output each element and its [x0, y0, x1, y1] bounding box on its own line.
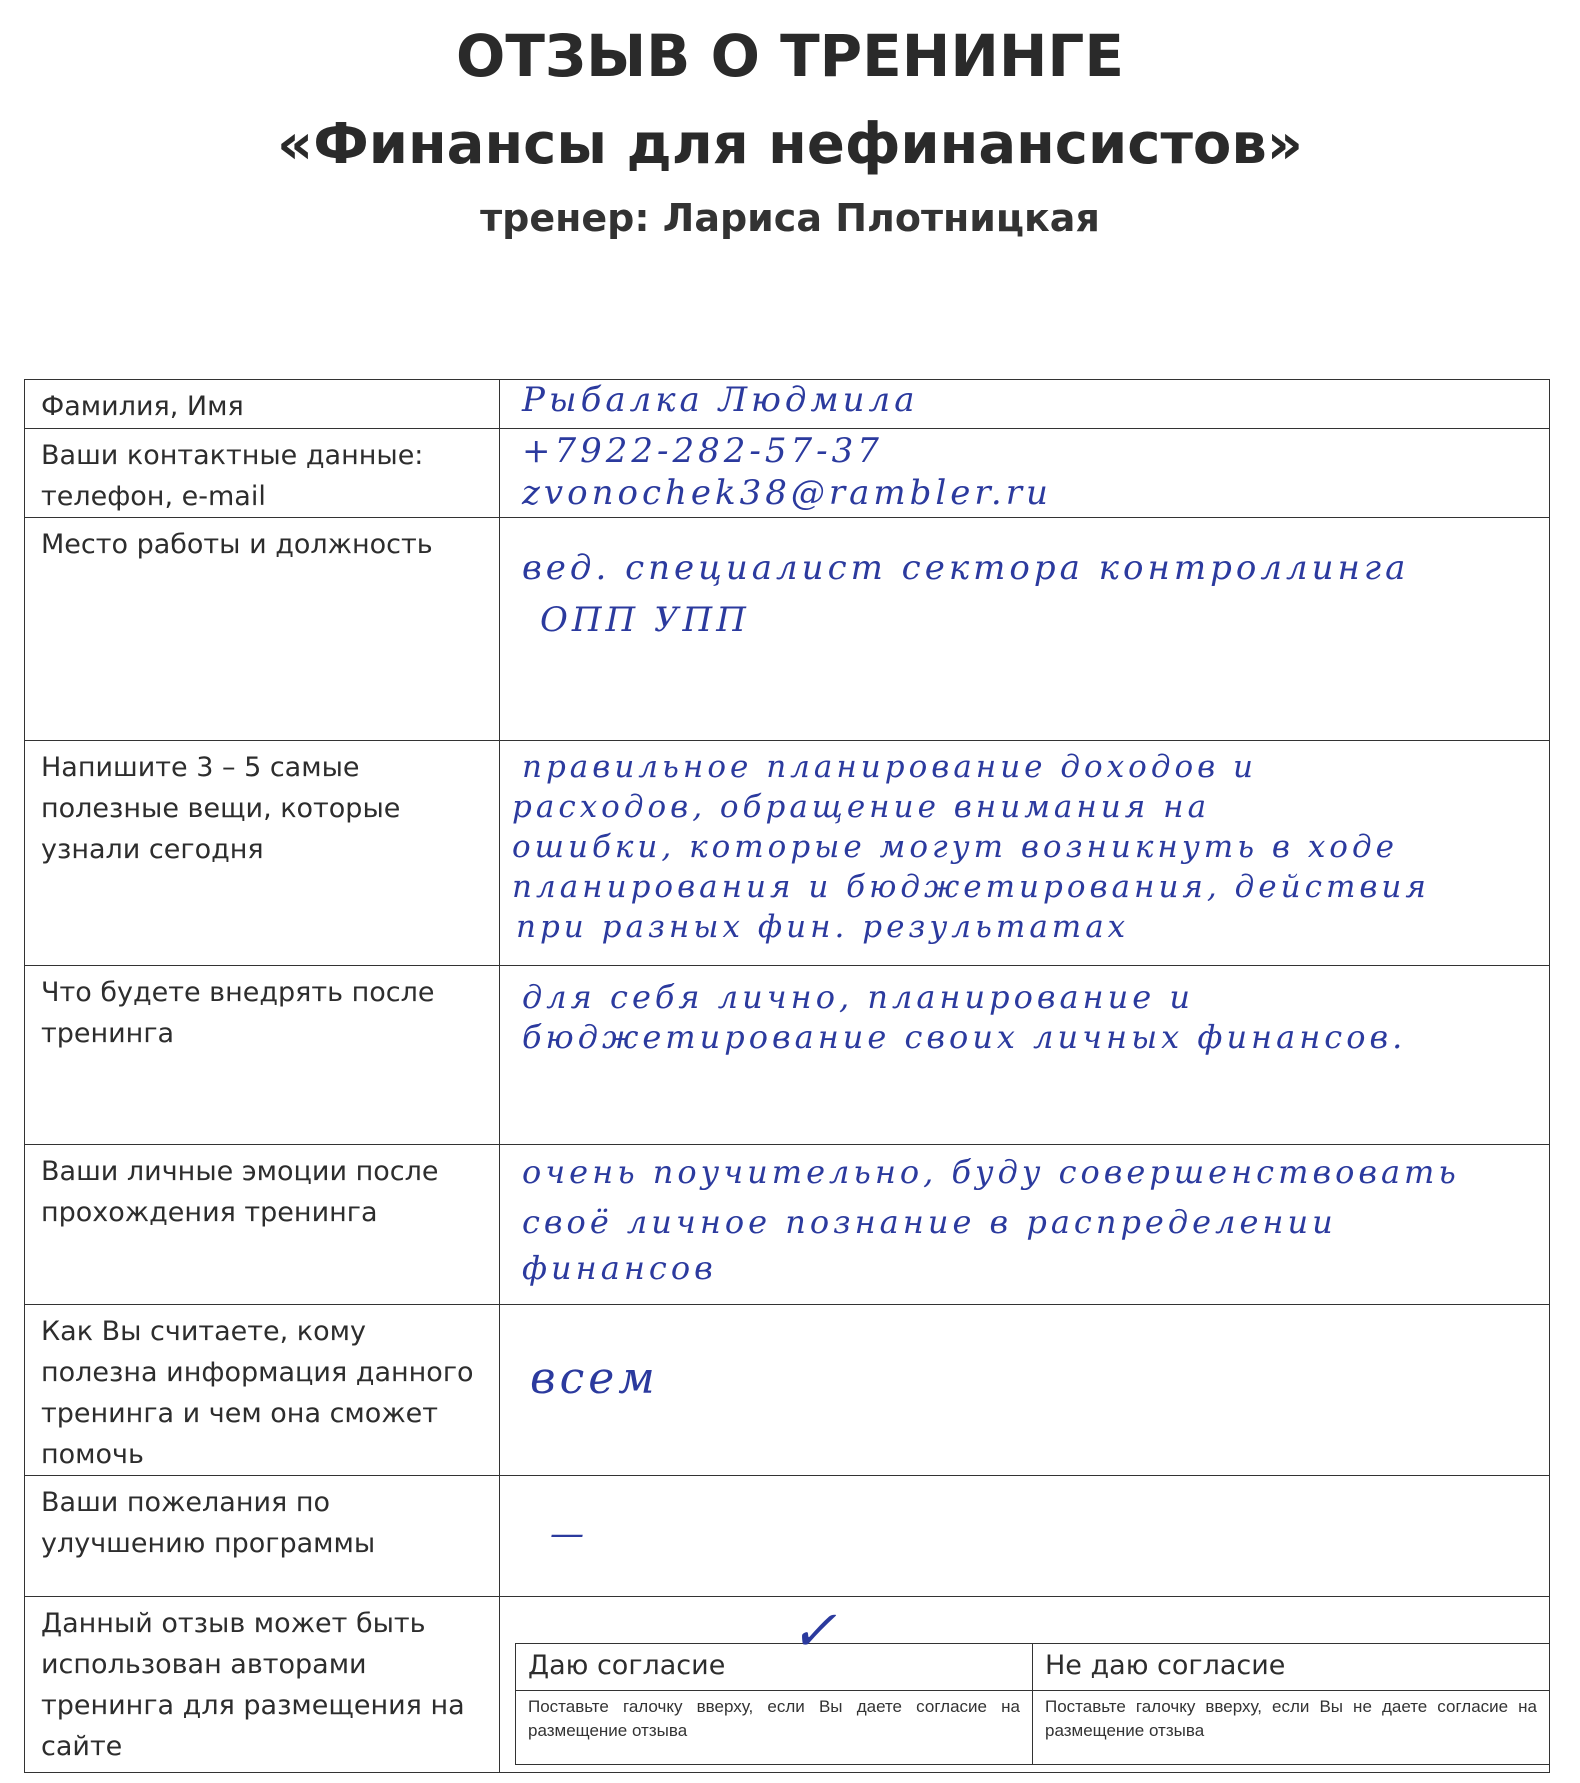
agree-hint: Поставьте галочку вверху, если Вы даете согласие на размещение отзыва: [516, 1691, 1033, 1765]
answer-implement[interactable]: [500, 966, 1550, 1145]
feedback-table: [24, 379, 1550, 1773]
question-implement: Что будете внедрять после тренинга: [25, 966, 500, 1145]
disagree-option[interactable]: [1033, 1644, 1550, 1691]
question-wishes: Ваши пожелания по улучшению программы: [25, 1476, 500, 1597]
answer-line: своё личное познание в распределении: [522, 1203, 1337, 1241]
answer-line: ОПП УПП: [540, 600, 750, 640]
question-workplace: Место работы и должность: [25, 518, 500, 741]
answer-emotions[interactable]: [500, 1145, 1550, 1305]
answer-line: вед. специалист сектора контроллинга: [522, 548, 1410, 588]
table-row: [25, 741, 1550, 966]
answer-line: zvonochek38@rambler.ru: [522, 473, 1052, 513]
answer-name[interactable]: [500, 380, 1550, 429]
answer-line: для себя лично, планирование и: [522, 978, 1194, 1016]
answer-line: бюджетирование своих личных финансов.: [522, 1018, 1407, 1056]
question-audience: Как Вы считаете, кому полезна информация данного тренинга и чем она сможет помочь: [25, 1305, 500, 1476]
answer-line: Рыбалка Людмила: [522, 380, 919, 420]
answer-line: очень поучительно, буду совершенствовать: [522, 1153, 1460, 1191]
question-contacts: Ваши контактные данные: телефон, e-mail: [25, 429, 500, 518]
trainer-name: тренер: Лариса Плотницкая: [480, 196, 1100, 240]
table-row: [25, 429, 1550, 518]
table-row: [25, 1145, 1550, 1305]
agree-checkmark-icon: ✓: [790, 1599, 837, 1664]
answer-contacts[interactable]: [500, 429, 1550, 518]
table-row: [25, 966, 1550, 1145]
answer-line: ошибки, которые могут возникнуть в ходе: [512, 829, 1398, 865]
question-name: Фамилия, Имя: [25, 380, 500, 429]
consent-table: [515, 1643, 1550, 1765]
question-consent: Данный отзыв может быть использован авторами тренинга для размещения на сайте: [25, 1597, 500, 1773]
answer-wishes[interactable]: [500, 1476, 1550, 1597]
agree-option[interactable]: [516, 1644, 1033, 1691]
question-emotions: Ваши личные эмоции после прохождения тренинга: [25, 1145, 500, 1305]
answer-line: правильное планирование доходов и: [522, 749, 1258, 785]
table-row: [25, 380, 1550, 429]
answer-line: +7922-282-57-37: [522, 431, 883, 471]
question-useful: Напишите 3 – 5 самые полезные вещи, которые узнали сегодня: [25, 741, 500, 966]
answer-line: всем: [530, 1353, 659, 1404]
answer-useful[interactable]: [500, 741, 1550, 966]
disagree-label: Не даю согласие: [1045, 1650, 1286, 1681]
table-row: [25, 1476, 1550, 1597]
table-row: [25, 518, 1550, 741]
table-row: [25, 1597, 1550, 1773]
answer-workplace[interactable]: [500, 518, 1550, 741]
answer-line: при разных фин. результатах: [516, 909, 1130, 945]
table-row: [25, 1305, 1550, 1476]
agree-label: Даю согласие: [528, 1650, 726, 1681]
answer-line: —: [550, 1514, 588, 1554]
form-title: ОТЗЫВ О ТРЕНИНГЕ: [456, 22, 1124, 90]
answer-consent: [500, 1597, 1550, 1773]
disagree-hint: Поставьте галочку вверху, если Вы не даете согласие на размещение отзыва: [1033, 1691, 1550, 1765]
answer-line: финансов: [522, 1249, 717, 1287]
answer-line: планирования и бюджетирования, действия: [512, 869, 1430, 905]
training-name: «Финансы для нефинансистов»: [277, 112, 1303, 177]
answer-audience[interactable]: [500, 1305, 1550, 1476]
answer-line: расходов, обращение внимания на: [512, 789, 1211, 825]
